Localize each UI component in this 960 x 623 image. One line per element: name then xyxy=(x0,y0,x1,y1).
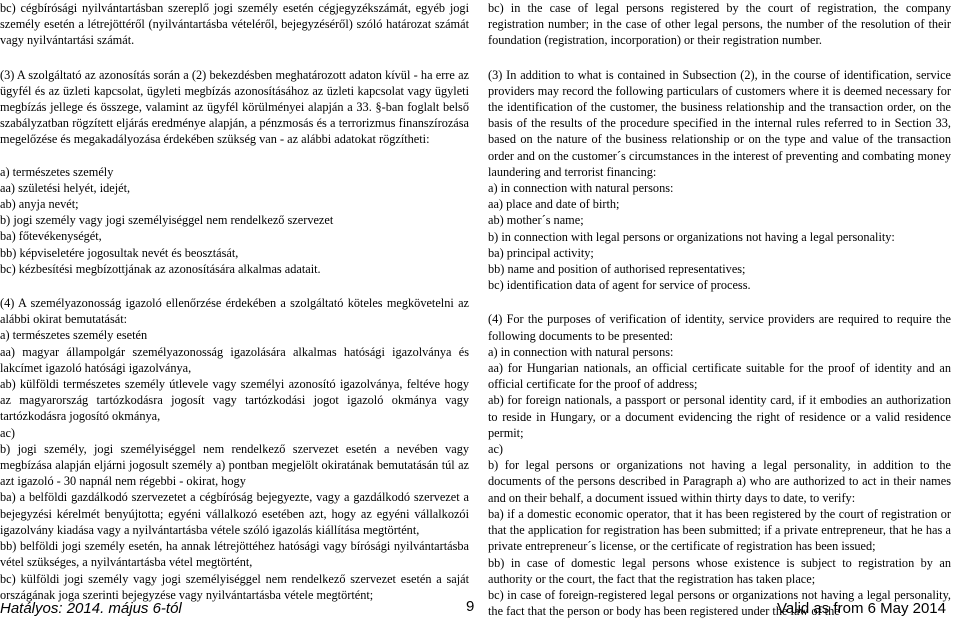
en-section4-ac: ac) xyxy=(488,442,504,457)
hu-section4-ba: ba) a belföldi gazdálkodó szervezetet a cégbíróság bejegyezte, vagy a gazdálkodó szervezet a bejegyzési kérelmét benyújtotta; egyéni vállalkozó esetében azt, hogy az egyéni vállalkozói igazolvány kiadása vagy a nyilvántartásba vétele szóló igazolás kiállítása megtörtént, xyxy=(0,490,469,537)
en-section3-bc: bc) identification data of agent for service of process. xyxy=(488,278,751,293)
hu-section4-b: b) jogi személy, jogi személyiséggel nem rendelkező szervezet esetén a nevében vagy megbízása alapján eljárni jogosult személy a) pontban megjelölt okiratának bemutatásán túl az azt igazoló - 30 napnál nem régebbi - okirat, hogy xyxy=(0,441,469,489)
en-section4-ab: ab) for foreign nationals, a passport or personal identity card, if it embodies an authorization to reside in Hungary, or a document evidencing the right of residence or a valid residence permit; xyxy=(488,393,951,440)
hu-section3-ab: ab) anyja nevét; xyxy=(0,197,79,212)
page-footer xyxy=(0,600,960,622)
hungarian-column xyxy=(0,0,469,603)
en-section4-text: (4) For the purposes of verification of identity, service providers are required to require the following documents to be presented: xyxy=(488,312,951,343)
hu-section3-bb: bb) képviseletére jogosultak nevét és beosztását, xyxy=(0,245,239,260)
hu-section4-ab: ab) külföldi természetes személy útlevele vagy személyi azonosító igazolványa, feltéve hogy az magyarország tartózkodásra jogosít vagy tartózkodási jogot igazoló okmánya vagy tartózkodásra jogosító okmánya, xyxy=(0,377,469,424)
en-section4-b: b) for legal persons or organizations not having a legal personality, in addition to the documents of the persons described in Paragraph a) who are authorized to act in their names and on their behalf, a document issued within thirty days to date, to verify: xyxy=(488,458,951,505)
en-section3-a: a) in connection with natural persons: xyxy=(488,181,674,196)
en-intro-bc: bc) in the case of legal persons registered by the court of registration, the company registration number; in the case of other legal persons, the number of the resolution of their foundation (registration, incorporation) or their registration number. xyxy=(488,1,951,48)
en-section3-text: (3) In addition to what is contained in Subsection (2), in the course of identification, service providers may record the following particulars of customers where it is deemed necessary for the identification of the customer, the business relationship and the transaction order, on the basis of the results of the procedure specified in the internal rules referred to in Section 33, based on the nature of the business relationship or on the type and value of the transaction order and on the customer´s circumstances in the interest of preventing and combating money laundering and terrorist financing: xyxy=(488,67,951,179)
hu-section4-a: a) természetes személy esetén xyxy=(0,328,148,343)
hu-section3-b: b) jogi személy vagy jogi személyiséggel nem rendelkező szervezet xyxy=(0,213,334,228)
effective-date-hu: Hatályos: 2014. május 6-tól xyxy=(0,600,182,617)
hu-intro-bc: bc) cégbírósági nyilvántartásban szereplő jogi személy esetén cégjegyzékszámát, egyéb jogi személy esetén a létrejöttéről (nyilvántartásba vételéről, bejegyzéséről) szóló határozat számát vagy nyilvántartási számát. xyxy=(0,1,469,48)
page-number: 9 xyxy=(466,598,475,615)
hu-section3-aa: aa) születési helyét, idejét, xyxy=(0,180,131,195)
hu-section4-text: (4) A személyazonosság igazoló ellenőrzése érdekében a szolgáltató köteles megkövetelni az alábbi okirat bemutatását: xyxy=(0,296,469,327)
en-section3-ba: ba) principal activity; xyxy=(488,245,594,260)
en-section4-ba: ba) if a domestic economic operator, that it has been registered by the court of registration or that the application for registration has been submitted; if a private entrepreneur, that he has a private entrepreneur´s license, or the certificate of registration has been issued; xyxy=(488,506,951,554)
hu-section3-bc: bc) kézbesítési megbízottjának az azonosítására alkalmas adatait. xyxy=(0,261,321,276)
hu-section4-ac: ac) xyxy=(0,425,16,440)
effective-date-en: Valid as from 6 May 2014 xyxy=(777,600,946,617)
hu-section3-text: (3) A szolgáltató az azonosítás során a (2) bekezdésben meghatározott adaton kívül - ha erre az ügyfél és az üzleti kapcsolat, ügyleti megbízás azonosításához az üzleti kapcsolat vagy ügyleti megbízás jellege és összege, valamint az ügyfél körülményei alapján a 33. §-ban foglalt belső szabályzatban rögzített eljárás eredménye alapján, a pénzmosás és a terrorizmus finanszírozása megelőzése és megakadályozása érdekében szükség van - az alábbi adatokat rögzítheti: xyxy=(0,67,469,147)
hu-section4-aa: aa) magyar állampolgár személyazonosság igazolására alkalmas hatósági igazolványa és lakcímet igazoló hatósági igazolványa, xyxy=(0,344,469,375)
en-section4-bb: bb) in case of domestic legal persons whose existence is subject to registration by an authority or the court, the fact that the registration has taken place; xyxy=(488,555,951,586)
hu-section3-ba: ba) főtevékenységét, xyxy=(0,229,102,244)
en-section4-bc: bc) in case of foreign-registered legal persons or organizations not having a legal personality, the fact that the person or body has been registered under the law of the xyxy=(488,587,951,619)
hu-section4-bc: bc) külföldi jogi személy vagy jogi személyiséggel nem rendelkező szervezet esetén a saját országának joga szerinti bejegyzése vagy nyilvántartásba vétele megtörtént; xyxy=(0,571,469,602)
en-section3-bb: bb) name and position of authorised representatives; xyxy=(488,262,746,277)
en-section4-a: a) in connection with natural persons: xyxy=(488,344,674,359)
english-column xyxy=(488,0,951,619)
hu-section4-bb: bb) belföldi jogi személy esetén, ha annak létrejöttéhez hatósági vagy bírósági nyilvántartásba vétel szükséges, a nyilvántartásba vétel megtörtént, xyxy=(0,539,469,570)
hu-section3-a: a) természetes személy xyxy=(0,164,114,179)
en-section3-b: b) in connection with legal persons or organizations not having a legal personality: xyxy=(488,229,895,244)
en-section4-aa: aa) for Hungarian nationals, an official certificate suitable for the proof of identity and an official certificate for the proof of address; xyxy=(488,361,951,392)
en-section3-aa: aa) place and date of birth; xyxy=(488,197,620,212)
en-section3-ab: ab) mother´s name; xyxy=(488,213,584,228)
